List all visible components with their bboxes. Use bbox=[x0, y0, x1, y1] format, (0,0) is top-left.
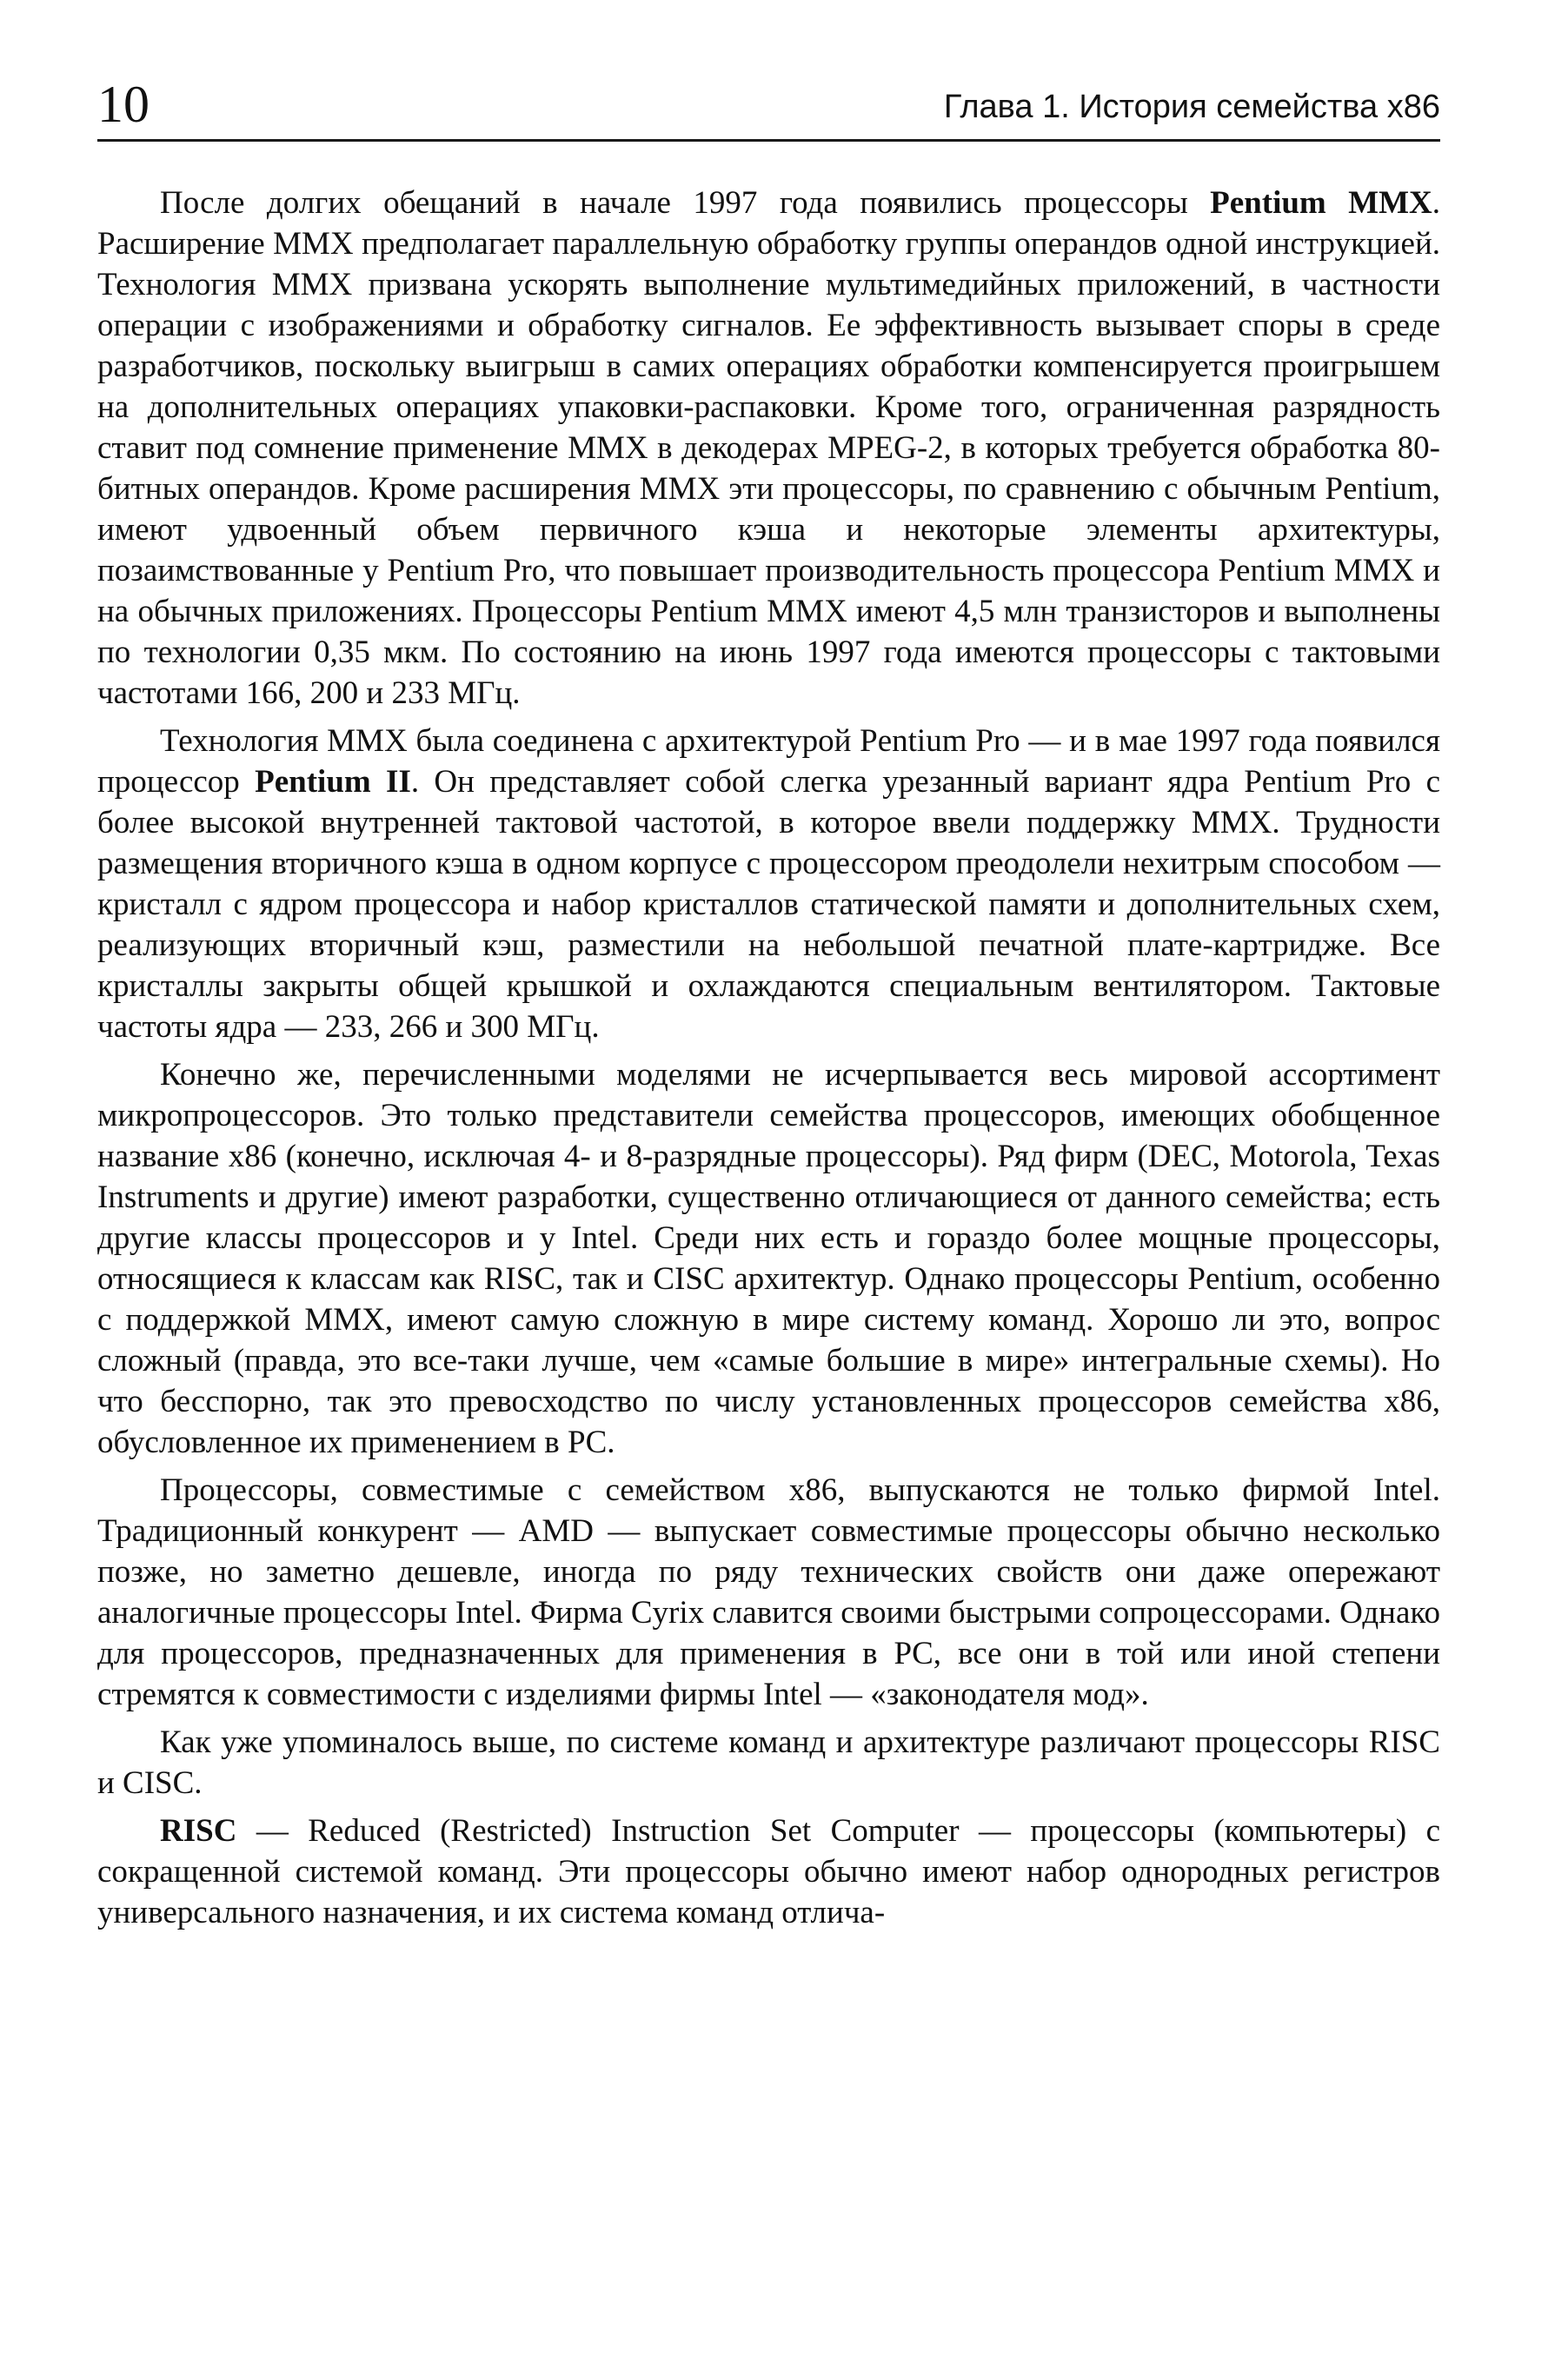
paragraph-text: Технология MMX была соединена с архитектурой Pentium Pro — и в мае 1997 года появился процессор bbox=[97, 723, 1440, 800]
paragraph-bold-term: RISC bbox=[160, 1813, 237, 1849]
paragraph-processor-assortment bbox=[97, 1054, 1440, 1463]
paragraph-text: Процессоры, совместимые с семейством x86, выпускаются не только фирмой Intel. Традиционный конкурент — AMD — выпускает совместимые процессоры обычно несколько позже, но заметно дешевле, иногда по ряду технических свойств они даже опережают аналогичные процессоры Intel. Фирма Cyrix славится своими быстрыми сопроцессорами. Однако для процессоров, предназначенных для применения в PC, все они в той или иной степени стремятся к совместимости с изделиями фирмы Intel — «законодателя мод». bbox=[97, 1472, 1440, 1712]
paragraph-text: — Reduced (Restricted) Instruction Set Computer — процессоры (компьютеры) с сокращенной системой команд. Эти процессоры обычно имеют набор однородных регистров универсального назначения, и их система команд отлича- bbox=[97, 1813, 1440, 1930]
body-text bbox=[97, 183, 1440, 1933]
page-header bbox=[97, 70, 1440, 142]
paragraph-text: . Расширение MMX предполагает параллельную обработку группы операндов одной инструкцией. Технология MMX призвана ускорять выполнение мультимедийных приложений, в частности операции с изображениями и обработку сигналов. Ее эффективность вызывает споры в среде разработчиков, поскольку выигрыш в самих операциях обработки компенсируется проигрышем на дополнительных операциях упаковки-распаковки. Кроме того, ограниченная разрядность ставит под сомнение применение MMX в декодерах MPEG-2, в которых требуется обработка 80-битных операндов. Кроме расширения MMX эти процессоры, по сравнению с обычным Pentium, имеют удвоенный объем первичного кэша и некоторые элементы архитектуры, позаимствованные у Pentium Pro, что повышает производительность процессора Pentium MMX и на обычных приложениях. Процессоры Pentium MMX имеют 4,5 млн транзисторов и выполнены по технологии 0,35 мкм. По состоянию на июнь 1997 года имеются процессоры с тактовыми частотами 166, 200 и 233 МГц. bbox=[97, 185, 1441, 711]
paragraph-risc-definition bbox=[97, 1811, 1440, 1933]
paragraph-text: После долгих обещаний в начале 1997 года появились процессоры bbox=[160, 185, 1211, 221]
paragraph-text: . Он представляет собой слегка урезанный вариант ядра Pentium Pro с более высокой внутренней тактовой частотой, в которое ввели поддержку MMX. Трудности размещения вторичного кэша в одном корпусе с процессором преодолели нехитрым способом — кристалл с ядром процессора и набор кристаллов статической памяти и дополнительных схем, реализующих вторичный кэш, разместили на небольшой печатной плате-картридже. Все кристаллы закрыты общей крышкой и охлаждаются специальным вентилятором. Тактовые частоты ядра — 233, 266 и 300 МГц. bbox=[97, 764, 1440, 1045]
paragraph-risc-cisc-intro bbox=[97, 1722, 1440, 1804]
running-head: Глава 1. История семейства x86 bbox=[943, 89, 1440, 125]
paragraph-compatible-processors bbox=[97, 1470, 1440, 1715]
paragraph-bold-term: Pentium MMX bbox=[1210, 185, 1432, 221]
paragraph-bold-term: Pentium II bbox=[255, 764, 411, 800]
paragraph-pentium-ii bbox=[97, 721, 1440, 1047]
page-number: 10 bbox=[97, 76, 149, 133]
paragraph-text: Конечно же, перечисленными моделями не исчерпывается весь мировой ассортимент микропроцессоров. Это только представители семейства процессоров, имеющих обобщенное название x86 (конечно, исключая 4- и 8-разрядные процессоры). Ряд фирм (DEC, Motorola, Texas Instruments и другие) имеют разработки, существенно отличающиеся от данного семейства; есть другие классы процессоров и у Intel. Среди них есть и гораздо более мощные процессоры, относящиеся к классам как RISC, так и CISC архитектур. Однако процессоры Pentium, особенно с поддержкой MMX, имеют самую сложную в мире систему команд. Хорошо ли это, вопрос сложный (правда, это все-таки лучше, чем «самые большие в мире» интегральные схемы). Но что бесспорно, так это превосходство по числу установленных процессоров семейства x86, обусловленное их применением в PC. bbox=[97, 1057, 1440, 1460]
paragraph-pentium-mmx bbox=[97, 183, 1440, 714]
paragraph-text: Как уже упоминалось выше, по системе команд и архитектуре различают процессоры RISC и CISC. bbox=[97, 1724, 1440, 1801]
